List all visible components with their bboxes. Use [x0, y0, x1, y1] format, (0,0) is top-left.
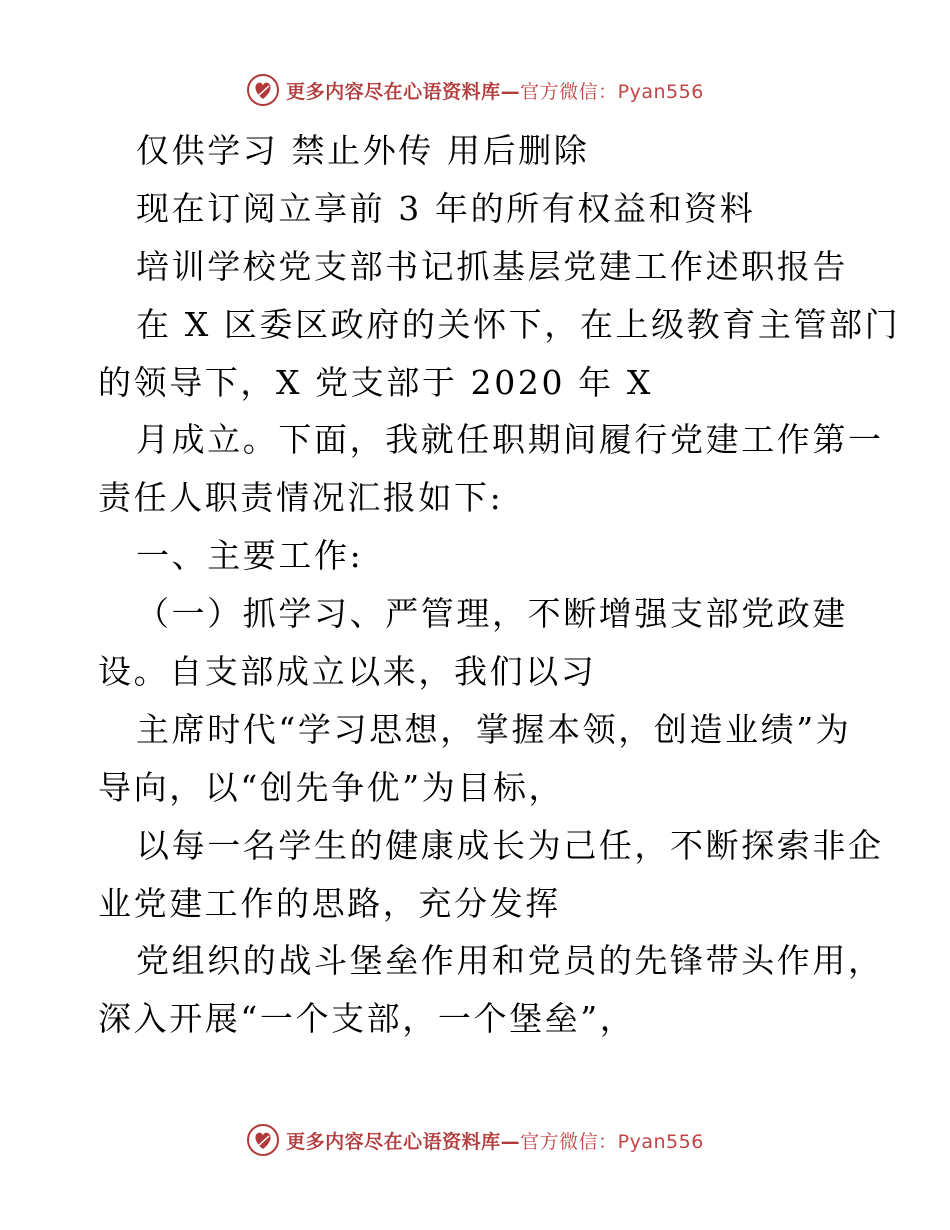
- banner-wechat: 官方微信：Pyan556: [520, 1130, 704, 1153]
- text-line: 仅供学习 禁止外传 用后删除: [136, 131, 590, 170]
- text-line: 业党建工作的思路，充分发挥: [98, 883, 561, 923]
- heart-book-icon: [246, 1123, 280, 1157]
- text-line: 月成立。下面，我就任职期间履行党建工作第一: [136, 420, 884, 460]
- heart-book-icon: [246, 73, 280, 107]
- text-line: 现在订阅立享前 3 年的所有权益和资料: [136, 188, 756, 228]
- banner-text: 更多内容尽在心语资料库—官方微信：Pyan556: [286, 80, 704, 103]
- subsection-heading: （一）抓学习、严管理，不断增强支部党政建: [136, 594, 848, 634]
- text-line: 主席时代“学习思想，掌握本领，创造业绩”为: [136, 709, 852, 749]
- header-banner: [0, 70, 950, 110]
- text-line: 设。自支部成立以来，我们以习: [98, 652, 597, 692]
- text-line: 以每一名学生的健康成长为己任，不断探索非企: [136, 825, 884, 865]
- document-title: 培训学校党支部书记抓基层党建工作述职报告: [136, 246, 848, 286]
- text-line: 深入开展“一个支部，一个堡垒”，: [98, 999, 636, 1039]
- text-line: 党组织的战斗堡垒作用和党员的先锋带头作用，: [136, 941, 884, 981]
- footer-banner: [0, 1120, 950, 1160]
- section-heading: 一、主要工作:: [136, 536, 364, 576]
- banner-wechat: 官方微信：Pyan556: [520, 80, 704, 103]
- document-body: [98, 122, 901, 1048]
- banner-text: 更多内容尽在心语资料库—官方微信：Pyan556: [286, 1130, 704, 1153]
- text-line: 在 X 区委区政府的关怀下，在上级教育主管部门: [136, 304, 901, 344]
- text-line: 的领导下，X 党支部于 2020 年 X: [98, 362, 653, 402]
- text-line: 导向，以“创先争优”为目标，: [98, 767, 565, 807]
- text-line: 责任人职责情况汇报如下:: [98, 478, 504, 518]
